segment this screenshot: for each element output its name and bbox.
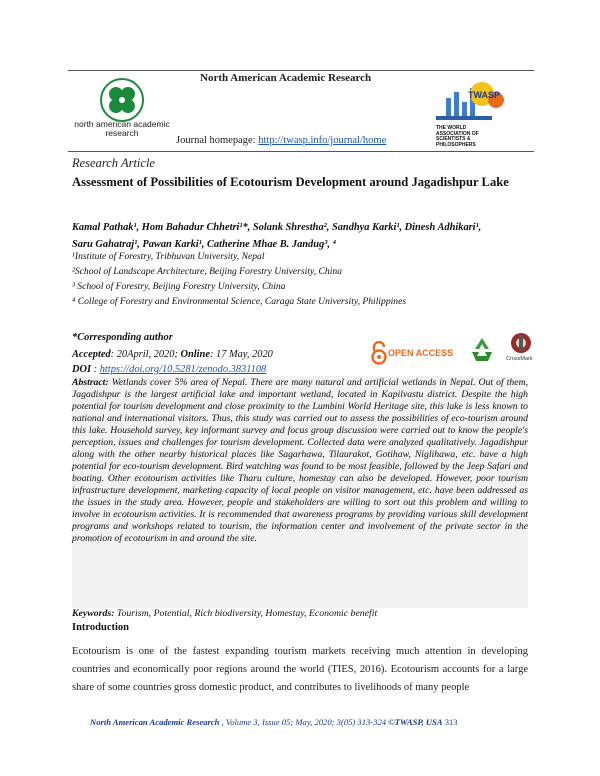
abstract: [72, 377, 528, 545]
article-title: Assessment of Possibilities of Ecotourism Development around Jagadishpur Lake: [72, 175, 509, 189]
open-access-badge: [370, 341, 453, 365]
twasp-badge: TWASP: [468, 90, 501, 100]
affiliation-3: ³ School of Forestry, Beijing Forestry University, China: [72, 281, 286, 292]
article-dates: Accepted: 20April, 2020; Online: 17 May, 2020: [72, 349, 273, 360]
journal-name: North American Academic Research: [200, 72, 372, 84]
abstract-label: Abstract:: [72, 377, 109, 388]
affiliation-4: ⁴ College of Forestry and Environmental Science, Caraga State University, Philippines: [72, 296, 407, 307]
article-doi: DOI : https://doi.org/10.5281/zenodo.3831108: [72, 364, 267, 375]
abstract-text: Wetlands cover 5% area of Nepal. There are many natural and artificial wetlands in Nepal. Out of them, Jagadishpur is the largest artificial lake and important wetland, located in Kapilvastu district. Despite the high potential for tourism development and close proximity to the Lumbini World Heritage site, this lake is less known to national and international visitors. Thus, this study was carried out to assess the possibilities of eco-tourism around this lake. Household survey, key informant survey and focus group discussion were carried out to know the people's perception, issues and challenges for tourism development. Collected data were analyzed qualitatively. Jagadishpur along with the other nearby historical places like Sagarhawa, Tilaurakot, Gotihaw, Niglihawa, etc. have a high potential for eco-tourism development. Bird watching was found to be most feasible, followed by the Jeep Safari and boating. Other ecotourism activities like Tharu culture, homestay can also be developed. However, poor tourism infrastructure development, marketing capacity of local people on visitor management, etc. have been addressed as the issues in the study area. However, people and stakeholders are willing to sort out this problem and willing to involve in ecotourism activities. It is recommended that awareness programs by providing various skill development programs and workshops related to tourism, the information center and involvement of the private sector in the promotion of ecotourism in and around the site.: [72, 377, 528, 544]
introduction-heading: Introduction: [72, 622, 129, 633]
naar-logo-text: north american academic research: [74, 119, 170, 138]
journal-homepage-link[interactable]: http://twasp.info/journal/home: [258, 135, 387, 146]
crossmark-label: CrossMark: [506, 356, 533, 362]
keywords: Keywords: Tourism, Potential, Rich biodiversity, Homestay, Economic benefit: [72, 608, 378, 619]
open-access-text: OPEN ACCESS: [388, 348, 454, 358]
author-list: [72, 219, 540, 253]
crossmark-icon: [510, 332, 532, 354]
doi-link[interactable]: https://doi.org/10.5281/zenodo.3831108: [99, 364, 267, 375]
corresponding-author: *Corresponding author: [72, 332, 173, 343]
header-bottom-rule: [68, 151, 534, 152]
recycle-icon: [468, 335, 496, 365]
author-line-1: Kamal Pathak¹, Hom Bahadur Chhetri¹*, Solank Shrestha², Sandhya Karki¹, Dinesh Adhikari¹,: [72, 222, 482, 233]
author-line-2: Saru Gahatraj¹, Pawan Karki¹, Catherine Mhae B. Jandug³, ⁴: [72, 239, 337, 250]
affiliation-1: ¹Institute of Forestry, Tribhuvan University, Nepal: [72, 251, 265, 262]
page-footer: North American Academic Research , Volume 3, Issue 05; May, 2020; 3(05) 313-324 ©TWASP, USA 313: [90, 717, 458, 727]
open-access-lock-icon: [370, 341, 388, 365]
twasp-logo-text: THE WORLD ASSOCIATION OF SCIENTISTS & PHILOSOPHERS: [436, 125, 479, 148]
journal-homepage: Journal homepage: http://twasp.info/journal/home: [176, 135, 387, 146]
header-top-rule: [68, 70, 534, 71]
affiliation-2: ²School of Landscape Architecture, Beijing Forestry University, China: [72, 266, 342, 277]
introduction-text: Ecotourism is one of the fastest expanding tourism markets receiving much attention in developing countries and economically poor regions around the world (TIES, 2016). Ecotourism accounts for a large share of some countries gross domestic product, and contributes to livelihoods of many people: [72, 646, 528, 694]
article-type: Research Article: [72, 156, 155, 170]
